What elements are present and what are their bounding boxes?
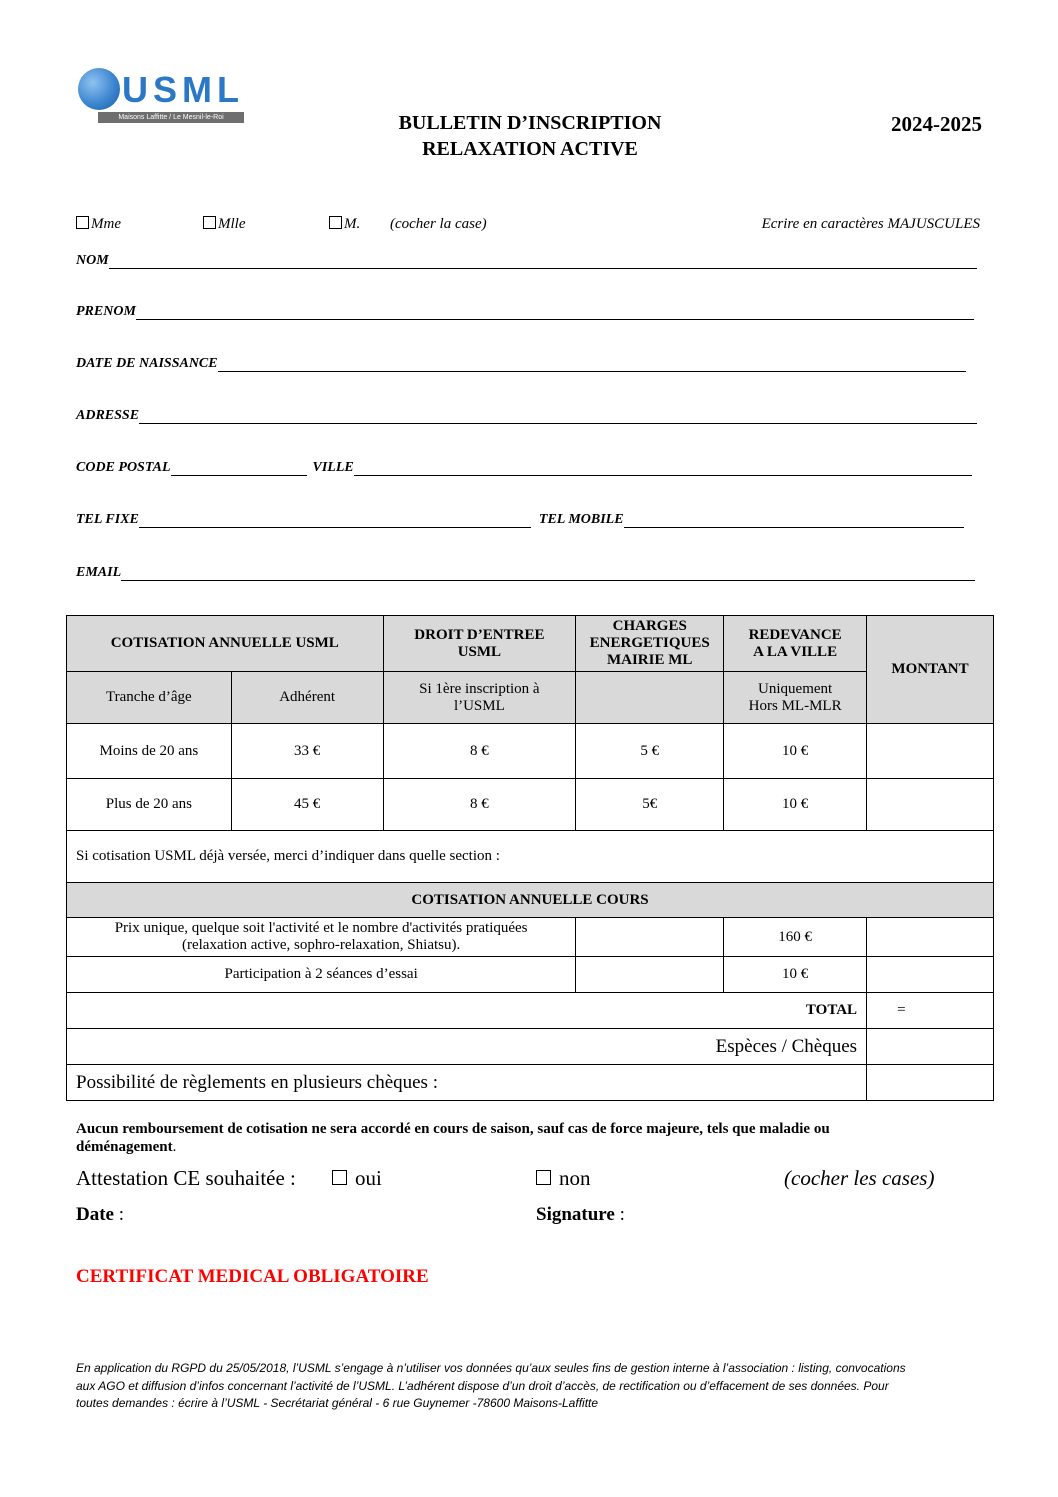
logo-text: USML xyxy=(122,69,244,110)
subheader-empty xyxy=(576,672,724,724)
header-cotisation-usml: COTISATION ANNUELLE USML xyxy=(67,616,384,672)
globe-icon xyxy=(78,68,120,110)
civility-m-label: M. xyxy=(344,216,361,232)
cell-empty xyxy=(576,957,724,993)
ce-non-label: non xyxy=(559,1166,591,1190)
table-row xyxy=(67,779,994,831)
field-prenom-label: PRENOM xyxy=(76,304,136,319)
field-tel-fixe-line[interactable] xyxy=(139,515,531,528)
cell-droit: 8 € xyxy=(383,724,576,779)
ce-hint: (cocher les cases) xyxy=(784,1166,935,1190)
field-date-naissance[interactable] xyxy=(76,356,966,372)
subheader-tranche: Tranche d’âge xyxy=(67,672,232,724)
form-title: BULLETIN D’INSCRIPTION xyxy=(398,112,662,134)
field-tel-mobile-line[interactable] xyxy=(624,515,964,528)
field-code-postal-label: CODE POSTAL xyxy=(76,460,171,475)
field-code-postal-line[interactable] xyxy=(171,463,307,476)
civility-mlle[interactable] xyxy=(203,216,246,233)
logo-subtitle: Maisons Laffitte / Le Mesnil-le-Roi xyxy=(98,112,244,123)
field-email-label: EMAIL xyxy=(76,565,122,580)
checkbox-icon[interactable] xyxy=(76,216,89,229)
checkbox-icon[interactable] xyxy=(203,216,216,229)
signature-field[interactable]: Signature : xyxy=(536,1204,625,1225)
field-nom-line[interactable] xyxy=(109,256,977,269)
date-label: Date xyxy=(76,1204,114,1225)
ce-label: Attestation CE souhaitée : xyxy=(76,1166,296,1190)
field-date-naissance-label: DATE DE NAISSANCE xyxy=(76,356,218,371)
essai-value: 10 € xyxy=(724,957,867,993)
checkbox-icon[interactable] xyxy=(332,1170,347,1185)
field-nom[interactable] xyxy=(76,253,977,269)
field-ville-line[interactable] xyxy=(354,463,972,476)
field-adresse[interactable] xyxy=(76,408,977,424)
civility-mme[interactable] xyxy=(76,216,121,233)
tarif-table xyxy=(66,615,994,1101)
signature-label: Signature xyxy=(536,1204,615,1225)
form-subtitle: RELAXATION ACTIVE xyxy=(422,138,638,160)
field-date-naissance-line[interactable] xyxy=(218,359,966,372)
header-droit-entree: DROIT D’ENTREE USML xyxy=(383,616,576,672)
cell-montant-input[interactable] xyxy=(867,918,994,957)
ce-oui-option[interactable] xyxy=(332,1166,382,1191)
header-redevance: REDEVANCE A LA VILLE xyxy=(724,616,867,672)
checkbox-icon[interactable] xyxy=(329,216,342,229)
civility-hint: (cocher la case) xyxy=(390,216,487,232)
civility-m[interactable] xyxy=(329,216,360,233)
prix-unique-value: 160 € xyxy=(724,918,867,957)
paiement-label: Espèces / Chèques xyxy=(67,1029,867,1065)
prix-unique-label: Prix unique, quelque soit l'activité et le nombre d'activités pratiquées (relaxation active, sophro-relaxation, Shiatsu). xyxy=(67,918,576,957)
header-charges: CHARGES ENERGETIQUES MAIRIE ML xyxy=(576,616,724,672)
subheader-adherent: Adhérent xyxy=(231,672,383,724)
essai-label: Participation à 2 séances d’essai xyxy=(67,957,576,993)
total-label: TOTAL xyxy=(67,993,867,1029)
subheader-premiere-inscription: Si 1ère inscription à l’USML xyxy=(383,672,576,724)
cell-tranche: Plus de 20 ans xyxy=(67,779,232,831)
field-tel-mobile-label: TEL MOBILE xyxy=(538,512,624,527)
caps-note: Ecrire en caractères MAJUSCULES xyxy=(761,216,980,232)
field-adresse-line[interactable] xyxy=(139,411,977,424)
ce-non-option[interactable] xyxy=(536,1166,591,1191)
refund-note: Aucun remboursement de cotisation ne sera accordé en cours de saison, sauf cas de force majeure, tels que maladie ou déménagement. xyxy=(76,1121,830,1155)
header-cotisation-cours: COTISATION ANNUELLE COURS xyxy=(67,883,994,918)
plusieurs-cheques-label: Possibilité de règlements en plusieurs chèques : xyxy=(67,1065,867,1101)
cell-empty xyxy=(576,918,724,957)
subheader-hors-ml: Uniquement Hors ML-MLR xyxy=(724,672,867,724)
field-prenom-line[interactable] xyxy=(136,307,974,320)
rgpd-notice: En application du RGPD du 25/05/2018, l’USML s’engage à n’utiliser vos données qu’aux seules fins de gestion interne à l’association : listing, convocations aux AGO et diffusion d’infos concernant l’activité de l’USML. L’adhérent dispose d’un droit d’accès, de rectification ou d’effacement de ses données. Pour toutes demandes : écrire à l’USML - Secrétariat général - 6 rue Guynemer -78600 Maisons-Laffitte xyxy=(76,1361,906,1410)
civility-mme-label: Mme xyxy=(91,216,121,232)
paiement-input[interactable] xyxy=(867,1029,994,1065)
header-montant: MONTANT xyxy=(867,616,994,724)
table-row xyxy=(67,724,994,779)
field-telephones[interactable] xyxy=(76,512,964,528)
cell-montant-input[interactable] xyxy=(867,779,994,831)
field-nom-label: NOM xyxy=(76,253,109,268)
cell-charges: 5 € xyxy=(576,724,724,779)
date-field[interactable]: Date : xyxy=(76,1204,125,1225)
field-tel-fixe-label: TEL FIXE xyxy=(76,512,139,527)
field-code-postal-ville[interactable] xyxy=(76,460,972,476)
plusieurs-cheques-input[interactable] xyxy=(867,1065,994,1101)
total-value[interactable]: = xyxy=(867,993,994,1029)
cell-montant-input[interactable] xyxy=(867,724,994,779)
cell-adherent: 33 € xyxy=(231,724,383,779)
field-ville-label: VILLE xyxy=(312,460,354,475)
season-year: 2024-2025 xyxy=(891,112,982,136)
cell-droit: 8 € xyxy=(383,779,576,831)
field-prenom[interactable] xyxy=(76,304,974,320)
certificat-medical-notice: CERTIFICAT MEDICAL OBLIGATOIRE xyxy=(76,1266,429,1287)
field-email-line[interactable] xyxy=(121,568,975,581)
ce-oui-label: oui xyxy=(355,1166,382,1190)
field-adresse-label: ADRESSE xyxy=(76,408,140,423)
cell-charges: 5€ xyxy=(576,779,724,831)
checkbox-icon[interactable] xyxy=(536,1170,551,1185)
usml-logo xyxy=(78,66,248,128)
section-note[interactable]: Si cotisation USML déjà versée, merci d’indiquer dans quelle section : xyxy=(67,831,994,883)
cell-adherent: 45 € xyxy=(231,779,383,831)
field-email[interactable] xyxy=(76,565,975,581)
cell-montant-input[interactable] xyxy=(867,957,994,993)
cell-redevance: 10 € xyxy=(724,779,867,831)
cell-tranche: Moins de 20 ans xyxy=(67,724,232,779)
civility-mlle-label: Mlle xyxy=(218,216,246,232)
cell-redevance: 10 € xyxy=(724,724,867,779)
